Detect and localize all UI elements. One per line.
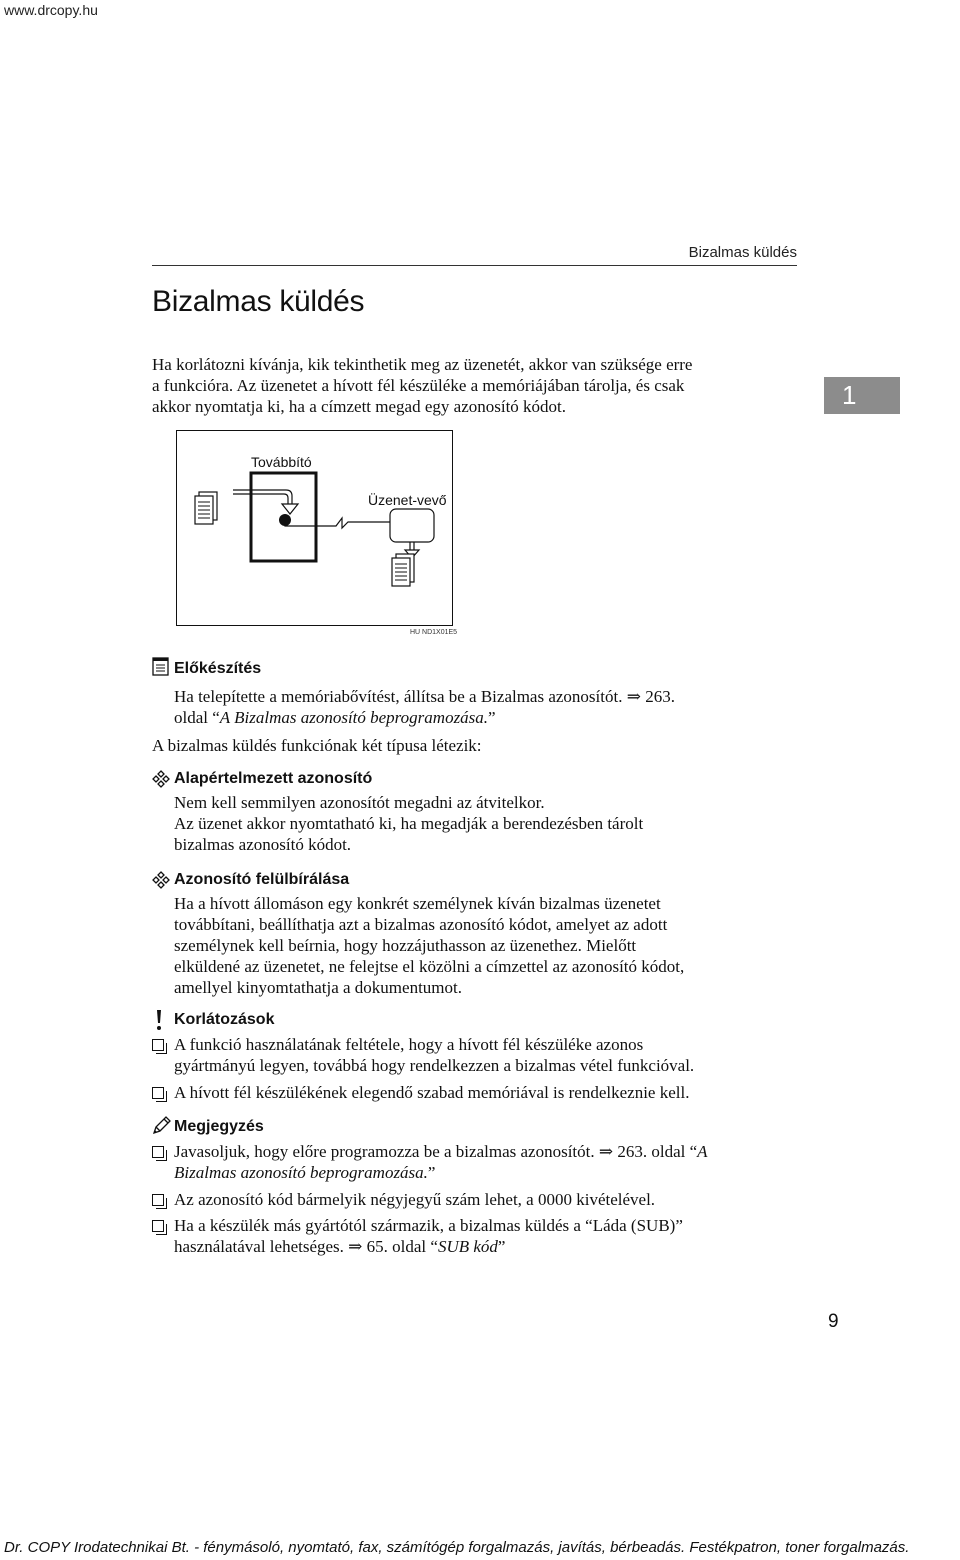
cross-reference-link[interactable]: A Bizalmas azonosító beprogramozása. [219, 708, 489, 727]
page-title: Bizalmas küldés [152, 285, 365, 318]
note-item [174, 1215, 814, 1257]
diamond-bullet-icon [152, 871, 170, 889]
diagram-code: HU ND1X01E5 [410, 629, 458, 636]
override-id-line: Ha a hívott állomáson egy konkrét személynek kíván bizalmas üzenetet [174, 894, 661, 913]
diamond-bullet-icon [152, 770, 170, 788]
text: Javasoljuk, hogy előre programozza be a bizalmas azonosítót. ⇒ 263. oldal “ [174, 1142, 698, 1161]
override-id-line: amellyel kinyomtathatja a dokumentumot. [174, 978, 462, 997]
running-header: Bizalmas küldés [688, 244, 797, 261]
notes-title: Megjegyzés [174, 1118, 264, 1135]
default-id-line: bizalmas azonosító kódot. [174, 835, 352, 854]
document-icon [392, 554, 414, 586]
note-line [174, 1236, 814, 1257]
override-id-text [174, 893, 814, 998]
sender-label: Továbbító [251, 454, 312, 470]
default-id-title: Alapértelmezett azonosító [174, 770, 373, 787]
override-id-title: Azonosító felülbírálása [174, 871, 350, 888]
text: ” [488, 708, 496, 727]
limitation-line: A funkció használatának feltétele, hogy a hívott fél készüléke azonos [174, 1035, 644, 1054]
preparation-line [174, 707, 814, 728]
text: ” [427, 1163, 436, 1182]
text: ” [497, 1237, 506, 1256]
chapter-tab: 1 [824, 377, 900, 414]
exclamation-icon [152, 1008, 166, 1032]
limitation-item [174, 1034, 814, 1076]
limitation-item: A hívott fél készülékének elegendő szabad memóriával is rendelkeznie kell. [174, 1083, 690, 1102]
intro-paragraph [152, 354, 812, 417]
header-rule [152, 265, 797, 266]
cross-reference-link[interactable]: Bizalmas azonosító beprogramozása. [174, 1163, 428, 1182]
preparation-text [174, 686, 814, 728]
text: használatával lehetséges. ⇒ 65. oldal “ [174, 1237, 438, 1256]
page-number: 9 [828, 1311, 839, 1332]
note-line [174, 1141, 814, 1162]
checkbox-bullet-icon [152, 1146, 164, 1158]
intro-line: a funkcióra. Az üzenetet a hívott fél készüléke a memóriájában tárolja, és csak [152, 376, 685, 395]
limitations-title: Korlátozások [174, 1011, 275, 1028]
checkbox-bullet-icon [152, 1194, 164, 1206]
checkbox-bullet-icon [152, 1087, 164, 1099]
document-icon [195, 492, 217, 524]
note-item: Az azonosító kód bármelyik négyjegyű szám lehet, a 0000 kivételével. [174, 1190, 656, 1209]
note-item [174, 1141, 814, 1183]
default-id-text [174, 792, 814, 855]
default-id-line: Nem kell semmilyen azonosítót megadni az átvitelkor. [174, 793, 545, 812]
confidential-transmission-diagram [176, 430, 453, 626]
text: oldal “ [174, 708, 220, 727]
cross-reference-link[interactable]: SUB kód [437, 1237, 498, 1256]
default-id-line: Az üzenet akkor nyomtatható ki, ha megadják a berendezésben tárolt [174, 814, 644, 833]
checkbox-bullet-icon [152, 1039, 164, 1051]
preparation-title: Előkészítés [174, 660, 262, 677]
cross-reference-link[interactable]: A [697, 1142, 708, 1161]
types-intro: A bizalmas küldés funkciónak két típusa létezik: [152, 736, 482, 755]
checkbox-bullet-icon [152, 1220, 164, 1232]
footer-text: Dr. COPY Irodatechnikai Bt. - fénymásoló, nyomtató, fax, számítógép forgalmazás, javítás, bérbeadás. Festékpatron, toner forgalmazás. [4, 1539, 910, 1556]
pencil-icon [152, 1115, 172, 1135]
site-url[interactable]: www.drcopy.hu [4, 2, 98, 18]
intro-line: akkor nyomtatja ki, ha a címzett megad egy azonosító kódot. [152, 397, 567, 416]
override-id-line: személynek kell beírnia, hogy hozzájuthasson az üzenethez. Mielőtt [174, 936, 637, 955]
override-id-line: továbbítani, beállíthatja azt a bizalmas azonosító kódot, amelyet az adott [174, 915, 668, 934]
note-line [174, 1162, 814, 1183]
receiver-label: Üzenet-vevő [368, 492, 447, 508]
limitation-line: gyártmányú legyen, továbbá hogy rendelkezzen a bizalmas vétel funkcióval. [174, 1056, 695, 1075]
override-id-line: elküldené az üzenetet, ne felejtse el közölni a címzettel az azonosító kódot, [174, 957, 685, 976]
note-line: Ha a készülék más gyártótól származik, a bizalmas küldés a “Láda (SUB)” [174, 1216, 683, 1235]
intro-line: Ha korlátozni kívánja, kik tekinthetik meg az üzenetét, akkor van szüksége erre [152, 355, 693, 374]
notepad-icon [152, 656, 170, 676]
preparation-line: Ha telepítette a memóriabővítést, állítsa be a Bizalmas azonosítót. ⇒ 263. [174, 687, 675, 706]
